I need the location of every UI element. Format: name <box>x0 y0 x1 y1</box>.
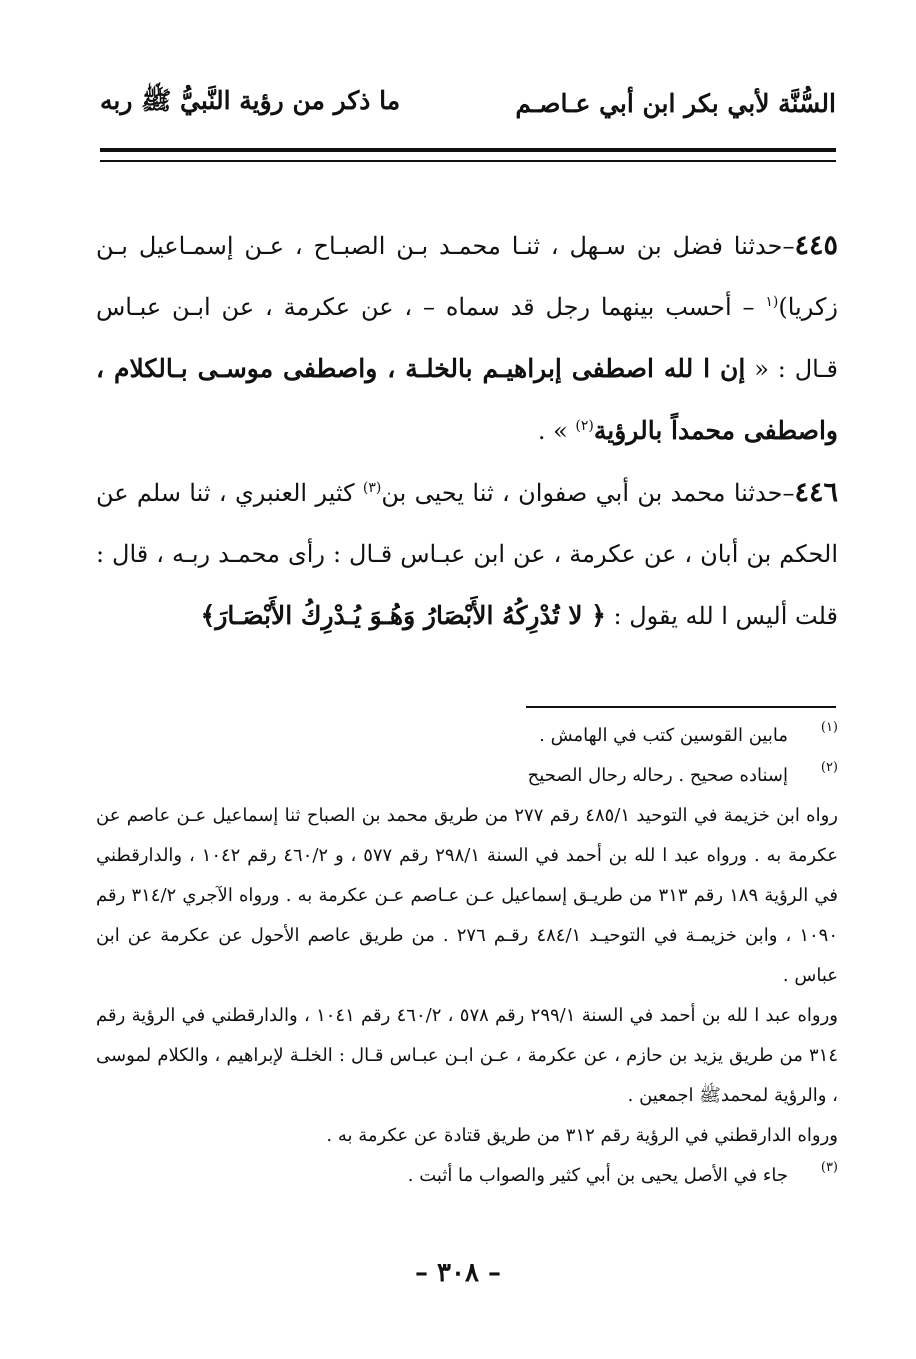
hadith-446 <box>96 462 838 647</box>
footnote-1 <box>96 716 838 756</box>
hadith-number: ٤٤٥ <box>794 230 838 261</box>
hadith-number: ٤٤٦ <box>794 477 839 508</box>
footnote-text: جاء في الأصل يحيى بن أبي كثير والصواب ما أثبت . <box>407 1165 788 1186</box>
hadith-text: –حدثنا فضل بن سـهل ، ثنـا محمـد بـن الصبـاح ، عـن إسمـاعيل بـن زكريا) <box>96 232 838 321</box>
header-rule-thin <box>100 160 836 162</box>
footnotes <box>96 716 838 1196</box>
hadith-matn: إن ا لله اصطفى إبراهيـم بالخلـة ، واصطفى موسـى بـالكلام ، واصطفى محمداً بالرؤية <box>96 354 838 445</box>
footnote-3 <box>96 1156 838 1196</box>
footnote-text: مابين القوسين كتب في الهامش . <box>539 725 788 746</box>
footnote-mark: (٣) <box>820 1160 838 1175</box>
footnote-mark: (٢) <box>820 760 838 775</box>
hadith-text: كثير العنبري ، ثنا سلم عن الحكم بن أبان ، عن عكرمة ، عن ابن عبـاس قـال : رأى محمـد ربـه ، قال : قلت أليس ا لله يقول : <box>96 479 838 630</box>
footnote-2-paragraph: ورواه عبد ا لله بن أحمد في السنة ٢٩٩/١ رقم ٥٧٨ ، ٤٦٠/٢ رقم ١٠٤١ ، والدارقطني في الرؤية رقم ٣١٤ من طريق يزيد بن حازم ، عن عكرمة ، عـن ابـن عبـاس قـال : الخلـة لإبراهيم ، والكلام لموسى ، والرؤية لمحمدﷺ اجمعين . <box>96 1005 838 1106</box>
footnote-ref: (٢) <box>575 418 594 434</box>
hadith-445 <box>96 215 838 462</box>
running-header <box>100 78 836 128</box>
hadith-text: – أحسب بينهما رجل قد سماه – ، عن عكرمة ، عن ابـن عبـاس قـال : « <box>96 293 838 383</box>
footnote-ref: (٣) <box>362 480 382 496</box>
footnote-2 <box>96 756 838 796</box>
footnote-mark: (١) <box>820 720 838 735</box>
chapter-title: ما ذكر من رؤية النَّبيُّ ﷺ ربه <box>100 85 401 115</box>
hadith-text: –حدثنا محمد بن أبي صفوان ، ثنا يحيى بن <box>381 479 795 507</box>
header-rule-thick <box>100 148 836 152</box>
footnote-2-paragraph: ورواه الدارقطني في الرؤية رقم ٣١٢ من طريق قتادة عن عكرمة به . <box>326 1125 838 1146</box>
main-text <box>96 215 838 647</box>
book-title: السُّنَّة لأبي بكر ابن أبي عـاصـم <box>515 88 836 118</box>
footnote-text: إسناده صحيح . رحاله رحال الصحيح <box>527 765 788 786</box>
quran-verse: ﴿ لا تُدْرِكُهُ الأَبْصَارُ وَهُـوَ يُـدْرِكُ الأَبْصَـارَ﴾ <box>200 601 606 630</box>
footnote-2-paragraph: رواه ابن خزيمة في التوحيد ٤٨٥/١ رقم ٢٧٧ من طريق محمد بن الصباح ثنا إسماعيل عـن عاصم عن عكرمة به . ورواه عبد ا لله بن أحمد في السنة ٢٩٨/١ رقم ٥٧٧ ، و ٤٦٠/٢ رقم ١٠٤٢ ، والدارقطني في الرؤية ١٨٩ رقم ٣١٣ من طريـق إسماعيل عـن عـاصم عـن عكرمة به . ورواه الآجري ٣١٤/٢ رقم ١٠٩٠ ، وابن خزيمـة في التوحيـد ٤٨٤/١ رقـم ٢٧٦ . من طريق عاصم الأحول عن عكرمة عن ابن عباس . <box>96 805 839 986</box>
footnote-ref: (١ <box>765 294 779 310</box>
page-number: – ٣٠٨ – <box>414 1258 502 1288</box>
hadith-text: » . <box>537 417 576 445</box>
footnote-separator <box>526 706 836 708</box>
